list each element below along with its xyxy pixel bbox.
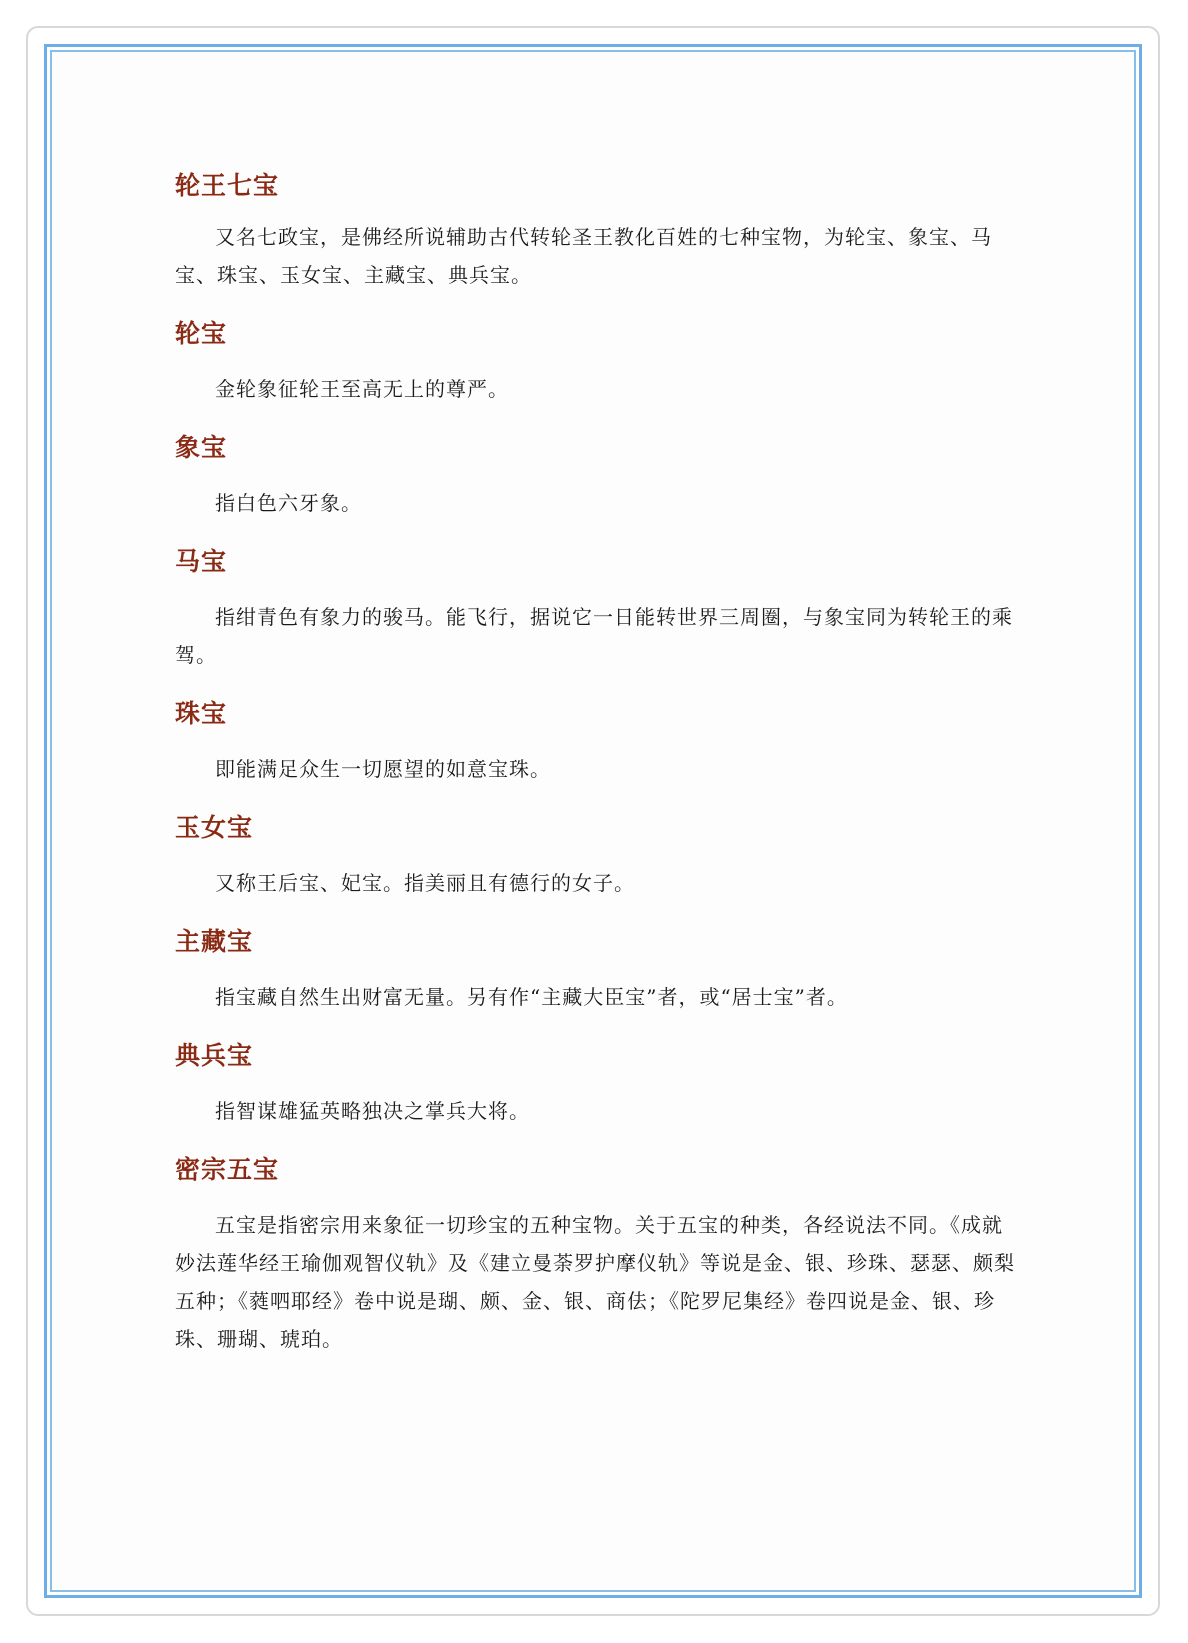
section-zhucangbao xyxy=(175,924,1015,1016)
section-text: 指智谋雄猛英略独决之掌兵大将。 xyxy=(215,1099,530,1123)
section-text: 指白色六牙象。 xyxy=(215,491,362,515)
section-heading: 主藏宝 xyxy=(175,927,254,956)
section-mizong-wubao xyxy=(175,1152,1015,1358)
section-heading: 轮王七宝 xyxy=(175,171,280,200)
section-text: 五宝是指密宗用来象征一切珍宝的五种宝物。关于五宝的种类，各经说法不同。《成就妙法莲华经王瑜伽观智仪轨》及《建立曼荼罗护摩仪轨》等说是金、银、珍珠、瑟瑟、颇梨五种；《蕤呬耶经》卷中说是瑚、颇、金、银、商佉；《陀罗尼集经》卷四说是金、银、珍珠、珊瑚、琥珀。 xyxy=(175,1213,1015,1351)
section-text: 指宝藏自然生出财富无量。另有作“主藏大臣宝”者，或“居士宝”者。 xyxy=(215,985,848,1009)
section-text: 金轮象征轮王至高无上的尊严。 xyxy=(215,377,509,401)
section-zhubao xyxy=(175,696,1015,788)
section-mabao xyxy=(175,544,1015,674)
section-heading: 象宝 xyxy=(175,433,228,462)
section-heading: 典兵宝 xyxy=(175,1041,254,1070)
section-heading: 轮宝 xyxy=(175,319,228,348)
section-dianbingbao xyxy=(175,1038,1015,1130)
document-body xyxy=(175,168,1015,1380)
section-text: 指绀青色有象力的骏马。能飞行，据说它一日能转世界三周圈，与象宝同为转轮王的乘驾。 xyxy=(175,605,1013,667)
section-text: 又名七政宝，是佛经所说辅助古代转轮圣王教化百姓的七种宝物，为轮宝、象宝、马宝、珠宝、玉女宝、主藏宝、典兵宝。 xyxy=(175,225,992,287)
section-heading: 密宗五宝 xyxy=(175,1155,280,1184)
section-heading: 马宝 xyxy=(175,547,228,576)
section-yunvbao xyxy=(175,810,1015,902)
section-heading: 珠宝 xyxy=(175,699,228,728)
section-text: 即能满足众生一切愿望的如意宝珠。 xyxy=(215,757,551,781)
section-xiangbao xyxy=(175,430,1015,522)
section-lunwang-qibao xyxy=(175,168,1015,294)
section-lunbao xyxy=(175,316,1015,408)
section-heading: 玉女宝 xyxy=(175,813,254,842)
section-text: 又称王后宝、妃宝。指美丽且有德行的女子。 xyxy=(215,871,635,895)
